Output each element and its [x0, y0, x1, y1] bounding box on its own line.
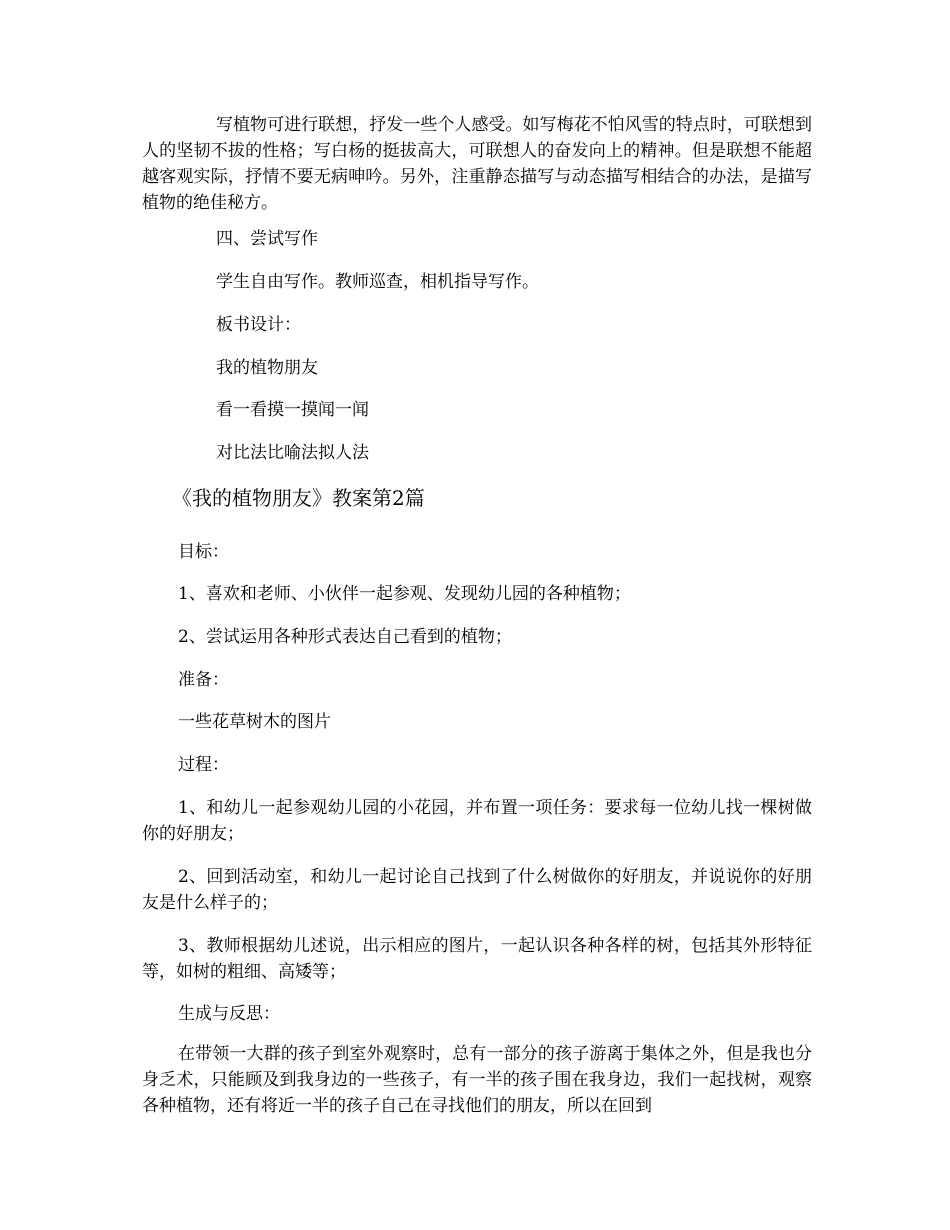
intro-paragraph: 写植物可进行联想，抒发一些个人感受。如写梅花不怕风雪的特点时，可联想到人的坚韧不拔的性格；写白杨的挺拔高大，可联想人的奋发向上的精神。但是联想不能超越客观实际，抒情不要无病呻吟。另外，注重静态描写与动态描写相结合的办法，是描写植物的绝佳秘方。	[142, 115, 812, 213]
section-four-body: 学生自由写作。教师巡查，相机指导写作。	[216, 272, 539, 292]
process-step-3: 3、教师根据幼儿述说，出示相应的图片，一起认识各种各样的树，包括其外形特征等，如树的粗细、高矮等；	[142, 936, 812, 982]
reflection-body: 在带领一大群的孩子到室外观察时，总有一部分的孩子游离于集体之外，但是我也分身乏术，只能顾及到我身边的一些孩子，有一半的孩子围在我身边，我们一起找树，观察各种植物，还有将近一半的孩子自己在寻找他们的朋友，所以在回到	[142, 1044, 812, 1116]
prep-item: 一些花草树木的图片	[178, 712, 331, 732]
board-line-title: 我的植物朋友	[216, 358, 318, 378]
goal-item-2: 2、尝试运用各种形式表达自己看到的植物；	[178, 627, 512, 647]
process-step-2: 2、回到活动室，和幼儿一起讨论自己找到了什么树做你的好朋友，并说说你的好朋友是什么样子的；	[142, 867, 812, 913]
section-four-title: 四、尝试写作	[216, 229, 318, 249]
board-line-senses: 看一看摸一摸闻一闻	[216, 400, 369, 420]
goal-item-1: 1、喜欢和老师、小伙伴一起参观、发现幼儿园的各种植物；	[178, 584, 631, 604]
board-design-label: 板书设计：	[216, 315, 301, 335]
goals-label: 目标：	[178, 542, 229, 562]
board-line-methods: 对比法比喻法拟人法	[216, 443, 369, 463]
process-step-1: 1、和幼儿一起参观幼儿园的小花园，并布置一项任务：要求每一位幼儿找一棵树做你的好朋友；	[142, 798, 812, 844]
reflection-label: 生成与反思：	[178, 1004, 280, 1024]
lesson-plan-2-title: 《我的植物朋友》教案第2篇	[172, 486, 425, 510]
prep-label: 准备：	[178, 670, 229, 690]
process-label: 过程：	[178, 755, 229, 775]
